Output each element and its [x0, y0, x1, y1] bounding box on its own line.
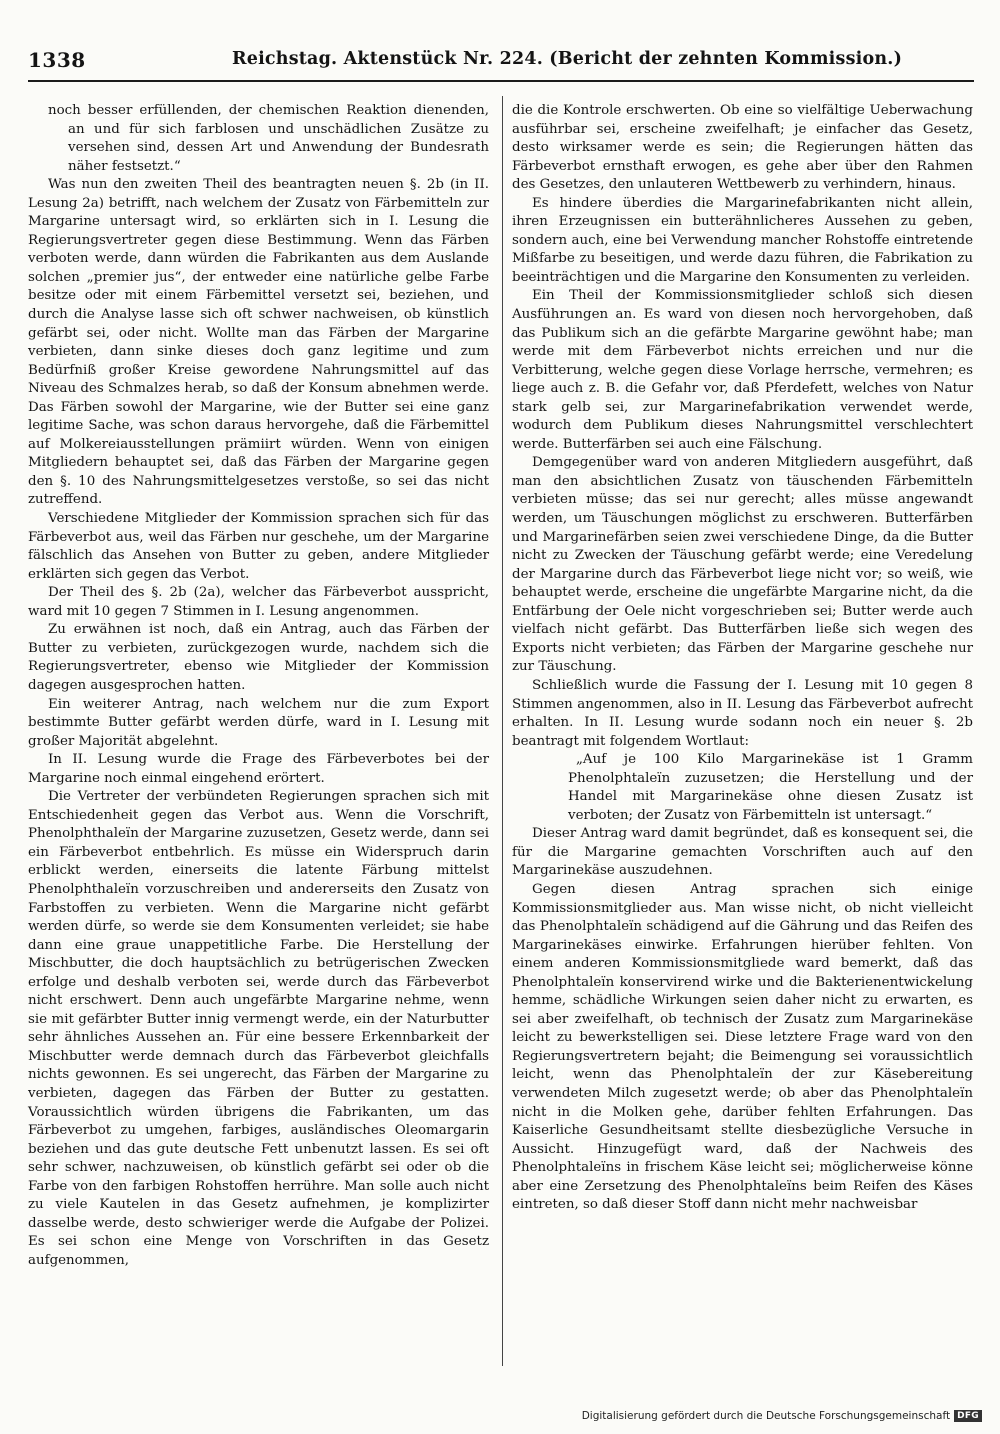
column-divider: [502, 96, 503, 1366]
paragraph: Demgegenüber ward von anderen Mitgliedern ausgeführt, daß man den absichtlichen Zusatz von täuschenden Färbemitteln verbieten müsse; das sei nur gerecht; alles müsse angewandt werden, um Täuschungen möglichst zu erschweren. Butterfärben und Margarinefärben seien zwei verschiedene Dinge, da die Butter nicht zu Zwecken der Täuschung gefärbt werde; eine Veredelung der Margarine durch das Färbeverbot liege nicht vor; so weiß, wie behauptet werde, erscheine die ungefärbte Margarine nicht, da die Entfärbung der Oele nicht vorgeschrieben sei; Butter werde auch vielfach nicht gefärbt. Das Butterfärben ließe sich wegen des Exports nicht verbieten; das Färben der Margarine geschehe nur zur Täuschung.: [512, 455, 973, 675]
page-number: 1338: [28, 48, 86, 72]
paragraph: Schließlich wurde die Fassung der I. Lesung mit 10 gegen 8 Stimmen angenommen, also in II. Lesung das Färbeverbot aufrecht erhalten. In II. Lesung wurde sodann noch ein neuer §. 2b beantragt mit folgendem Wortlaut:: [512, 677, 973, 749]
paragraph: Der Theil des §. 2b (2a), welcher das Färbeverbot ausspricht, ward mit 10 gegen 7 Stimmen in I. Lesung angenommen.: [28, 585, 489, 619]
paragraph: Verschiedene Mitglieder der Kommission sprachen sich für das Färbeverbot aus, weil das Färben nur geschehe, um der Margarine fälschlich das Ansehen von Butter zu geben, andere Mitglieder erklärten sich gegen das Verbot.: [28, 511, 489, 582]
footer-credit-text: Digitalisierung gefördert durch die Deutsche Forschungsgemeinschaft: [581, 1410, 951, 1422]
paragraph: Ein Theil der Kommissionsmitglieder schloß sich diesen Ausführungen an. Es ward von diesen noch hervorgehoben, daß das Publikum sich an die gefärbte Margarine gewöhnt habe; man werde mit dem Färbeverbot nichts erreichen und nur die Verbitterung, welche gegen diese Vorlage herrsche, vermehren; es liege auch z. B. die Gefahr vor, daß Pferdefett, welches von Natur stark gelb sei, zur Margarinefabrikation verwendet werde, wodurch dem Publikum dieses Nahrungsmittel verschlechtert werde. Butterfärben sei auch eine Fälschung.: [512, 288, 973, 452]
paragraph: Ein weiterer Antrag, nach welchem nur die zum Export bestimmte Butter gefärbt werden dürfe, ward in I. Lesung mit großer Majorität abgelehnt.: [28, 696, 489, 749]
paragraph: Es hindere überdies die Margarinefabrikanten nicht allein, ihren Erzeugnissen ein butterähnlicheres Aussehen zu geben, sondern auch, eine bei Verwendung mancher Rohstoffe eintretende Mißfarbe zu beseitigen, und werde dazu führen, die Fabrikation zu beeinträchtigen und die Margarine den Konsumenten zu verleiden.: [512, 195, 973, 285]
paragraph: Die Vertreter der verbündeten Regierungen sprachen sich mit Entschiedenheit gegen das Verbot aus. Wenn die Vorschrift, Phenolphthaleïn der Margarine zuzusetzen, Gesetz werde, dann sei ein Färbeverbot entbehrlich. Es müsse ein Widerspruch darin erblickt werden, einerseits die latente Färbung mittelst Phenolphthaleïn vorzuschreiben und andererseits den Zusatz von Farbstoffen zu verbieten. Wenn die Margarine nicht gefärbt werden dürfe, so werde sie dem Konsumenten verleidet; sie habe dann eine graue unappetitliche Farbe. Die Herstellung der Mischbutter, die doch hauptsächlich zu betrügerischen Zwecken erfolge und deshalb verboten sei, werde durch das Färbeverbot nicht erschwert. Denn auch ungefärbte Margarine nehme, wenn sie mit gefärbter Butter innig vermengt werde, ein der Naturbutter sehr ähnliches Aussehen an. Für eine bessere Erkennbarkeit der Mischbutter werde demnach durch das Färbeverbot gleichfalls nichts gewonnen. Es sei ungerecht, das Färben der Margarine zu verbieten, dagegen das Färben der Butter zu gestatten. Voraussichtlich würden übrigens die Fabrikanten, um das Färbeverbot zu umgehen, farbiges, ausländisches Oleomargarin beziehen und das gute deutsche Fett unbenutzt lassen. Es sei oft sehr schwer, nachzuweisen, ob künstlich gefärbt sei oder ob die Farbe von den farbigen Rohstoffen herrühre. Man solle auch nicht zu viele Kautelen in das Gesetz aufnehmen, je komplizirter dasselbe werde, desto schwieriger werde die Aufgabe der Polizei. Es sei schon eine Menge von Vorschriften in das Gesetz aufgenommen,: [28, 789, 489, 1268]
header-rule: [28, 80, 974, 82]
quoted-proposal: „Auf je 100 Kilo Margarinekäse ist 1 Gramm Phenolphtaleïn zuzusetzen; die Herstellung und der Handel mit Margarinekäse ohne diesen Zusatz ist verboten; der Zusatz von Färbemitteln ist untersagt.“: [568, 752, 973, 823]
right-column: [512, 102, 973, 1215]
footer-credit: [582, 1410, 982, 1422]
paragraph: Gegen diesen Antrag sprachen sich einige Kommissionsmitglieder aus. Man wisse nicht, ob nicht vielleicht das Phenolphtaleïn schädigend auf die Gährung und das Reifen des Margarinekäses einwirke. Erfahrungen hierüber fehlten. Von einem anderen Kommissionsmitgliede ward bemerkt, daß das Phenolphtaleïn konservirend wirke und die Bakterienentwickelung hemme, schädliche Wirkungen seien daher nicht zu erwarten, es sei aber zweifelhaft, ob technisch der Zusatz zum Margarinekäse leicht zu bewerkstelligen sei. Diese letztere Frage ward von den Regierungsvertretern bejaht; die Beimengung sei voraussichtlich leicht, wenn das Phenolphtaleïn der zur Käsebereitung verwendeten Milch zugesetzt werde; ob aber das Phenolphtaleïn nicht in die Molken gehe, darüber fehlten Erfahrungen. Das Kaiserliche Gesundheitsamt stellte diesbezügliche Versuche in Aussicht. Hinzugefügt ward, daß der Nachweis des Phenolphtaleïns in frischem Käse leicht sei; möglicherweise könne aber eine Zersetzung des Phenolphtaleïns beim Reifen des Käses eintreten, so daß dieser Stoff dann nicht mehr nachweisbar: [512, 881, 973, 1213]
paragraph: Zu erwähnen ist noch, daß ein Antrag, auch das Färben der Butter zu verbieten, zurückgezogen wurde, nachdem sich die Regierungsvertreter, ebenso wie Mitglieder der Kommission dagegen ausgesprochen hatten.: [28, 622, 489, 693]
page-header: Reichstag. Aktenstück Nr. 224. (Bericht der zehnten Kommission.): [232, 49, 903, 69]
paragraph: die die Kontrole erschwerten. Ob eine so vielfältige Ueberwachung ausführbar sei, erscheine zweifelhaft; je einfacher das Gesetz, desto wirksamer werde es sein; die Regierungen hätten das Färbeverbot ernsthaft erwogen, es gehe aber über den Rahmen des Gesetzes, den unlauteren Wettbewerb zu verhindern, hinaus.: [512, 103, 973, 193]
paragraph: Dieser Antrag ward damit begründet, daß es konsequent sei, die für die Margarine gemachten Vorschriften auch auf den Margarinekäse auszudehnen.: [512, 826, 973, 879]
paragraph: Was nun den zweiten Theil des beantragten neuen §. 2b (in II. Lesung 2a) betrifft, nach welchem der Zusatz von Färbemitteln zur Margarine untersagt wird, so erklärten sich in I. Lesung die Regierungsvertreter gegen diese Bestimmung. Wenn das Färben verboten werde, dann würden die Fabrikanten aus dem Auslande solchen „premier jus“, der entweder eine natürliche gelbe Farbe besitze oder mit einem Färbemittel versetzt sei, beziehen, und durch die Analyse lasse sich oft schwer nachweisen, ob künstlich gefärbt sei, oder nicht. Wollte man das Färben der Margarine verbieten, dann sinke dieses doch ganz legitime und zum Bedürfniß großer Kreise gewordene Nahrungsmittel auf das Niveau des Schmalzes herab, so daß der Konsum abnehmen werde. Das Färben sowohl der Margarine, wie der Butter sei eine ganz legitime Sache, was schon daraus hervorgehe, daß die Färbemittel auf Molkereiausstellungen prämiirt würden. Wenn von einigen Mitgliedern behauptet sei, daß das Färben der Margarine gegen den §. 10 des Nahrungsmittelgesetzes verstoße, so sei das nicht zutreffend.: [28, 177, 490, 508]
dfg-logo: DFG: [954, 1410, 982, 1422]
paragraph: In II. Lesung wurde die Frage des Färbeverbotes bei der Margarine noch einmal eingehend erörtert.: [28, 752, 489, 786]
paragraph: noch besser erfüllenden, der chemischen Reaktion dienenden, an und für sich farblosen und unschädlichen Zusätze zu versehen sind, dessen Art und Anwendung der Bundesrath näher festsetzt.“: [48, 103, 489, 174]
left-column: [28, 102, 489, 1270]
